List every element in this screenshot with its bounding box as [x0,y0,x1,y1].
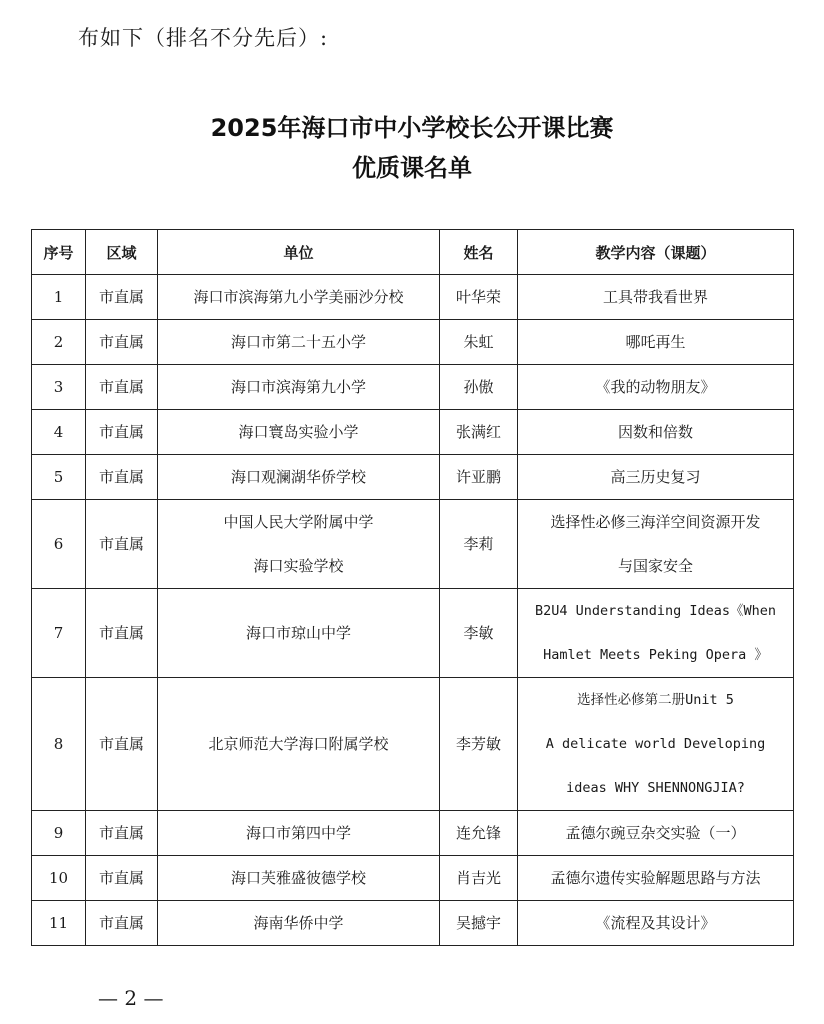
cell-topic-line: A delicate world Developing [545,736,766,752]
cell-topic-line: ideas WHY SHENNONGJIA? [566,780,745,796]
table-row [32,589,794,678]
cell-topic: 孟德尔豌豆杂交实验（一） [518,811,794,856]
cell-unit: 海口市滨海第九小学美丽沙分校 [158,275,440,320]
cell-unit-line: 海口实验学校 [253,557,344,575]
cell-district: 市直属 [86,811,158,856]
cell-index: 7 [32,589,86,678]
cell-unit: 海口市滨海第九小学 [158,365,440,410]
table-header-row [32,230,794,275]
cell-name: 李莉 [440,500,518,589]
cell-topic-line: 选择性必修第二册Unit 5 [577,692,734,708]
table-row [32,811,794,856]
cell-unit-line: 中国人民大学附属中学 [223,513,374,531]
cell-name: 连允锋 [440,811,518,856]
header-index: 序号 [32,230,86,275]
cell-name: 李芳敏 [440,678,518,811]
cell-unit [158,500,440,589]
cell-index: 1 [32,275,86,320]
table-row [32,275,794,320]
cell-name: 李敏 [440,589,518,678]
cell-topic: 高三历史复习 [518,455,794,500]
cell-topic: 工具带我看世界 [518,275,794,320]
cell-district: 市直属 [86,410,158,455]
cell-index: 4 [32,410,86,455]
cell-unit: 海口市第二十五小学 [158,320,440,365]
header-name: 姓名 [440,230,518,275]
cell-topic [518,500,794,589]
table-row [32,365,794,410]
cell-unit: 海口市琼山中学 [158,589,440,678]
document-subtitle: 优质课名单 [352,154,472,182]
cell-topic [518,589,794,678]
page-number: — 2 — [98,986,164,1010]
table-row [32,500,794,589]
cell-name: 肖吉光 [440,856,518,901]
cell-name: 张满红 [440,410,518,455]
table-row [32,856,794,901]
cell-district: 市直属 [86,320,158,365]
cell-name: 朱虹 [440,320,518,365]
cell-district: 市直属 [86,500,158,589]
cell-index: 9 [32,811,86,856]
cell-topic-line: Hamlet Meets Peking Opera 》 [543,647,768,663]
cell-district: 市直属 [86,455,158,500]
cell-unit: 海口寰岛实验小学 [158,410,440,455]
cell-unit: 海南华侨中学 [158,901,440,946]
cell-unit: 北京师范大学海口附属学校 [158,678,440,811]
header-district: 区域 [86,230,158,275]
table-row [32,678,794,811]
cell-district: 市直属 [86,901,158,946]
cell-unit: 海口市第四中学 [158,811,440,856]
intro-text: 布如下（排名不分先后）: [78,26,329,50]
cell-topic: 《我的动物朋友》 [518,365,794,410]
cell-unit: 海口芙雅盛彼德学校 [158,856,440,901]
cell-district: 市直属 [86,365,158,410]
cell-index: 11 [32,901,86,946]
document-title: 2025年海口市中小学校长公开课比赛 [210,114,614,142]
table-row [32,455,794,500]
cell-index: 10 [32,856,86,901]
header-unit: 单位 [158,230,440,275]
cell-name: 孙傲 [440,365,518,410]
header-topic: 教学内容（课题） [518,230,794,275]
cell-topic: 孟德尔遗传实验解题思路与方法 [518,856,794,901]
results-table [31,229,794,946]
cell-unit: 海口观澜湖华侨学校 [158,455,440,500]
cell-topic [518,678,794,811]
cell-district: 市直属 [86,589,158,678]
table-row [32,901,794,946]
cell-index: 5 [32,455,86,500]
cell-district: 市直属 [86,856,158,901]
cell-name: 许亚鹏 [440,455,518,500]
cell-topic: 《流程及其设计》 [518,901,794,946]
cell-index: 8 [32,678,86,811]
cell-index: 6 [32,500,86,589]
cell-index: 2 [32,320,86,365]
cell-name: 叶华荣 [440,275,518,320]
table-row [32,410,794,455]
cell-name: 吴撼宇 [440,901,518,946]
cell-topic: 因数和倍数 [518,410,794,455]
cell-topic-line: B2U4 Understanding Ideas《When [534,603,777,619]
cell-district: 市直属 [86,678,158,811]
cell-topic-line: 选择性必修三海洋空间资源开发 [550,513,761,531]
table-row [32,320,794,365]
cell-index: 3 [32,365,86,410]
cell-topic: 哪吒再生 [518,320,794,365]
cell-district: 市直属 [86,275,158,320]
cell-topic-line: 与国家安全 [617,557,693,575]
